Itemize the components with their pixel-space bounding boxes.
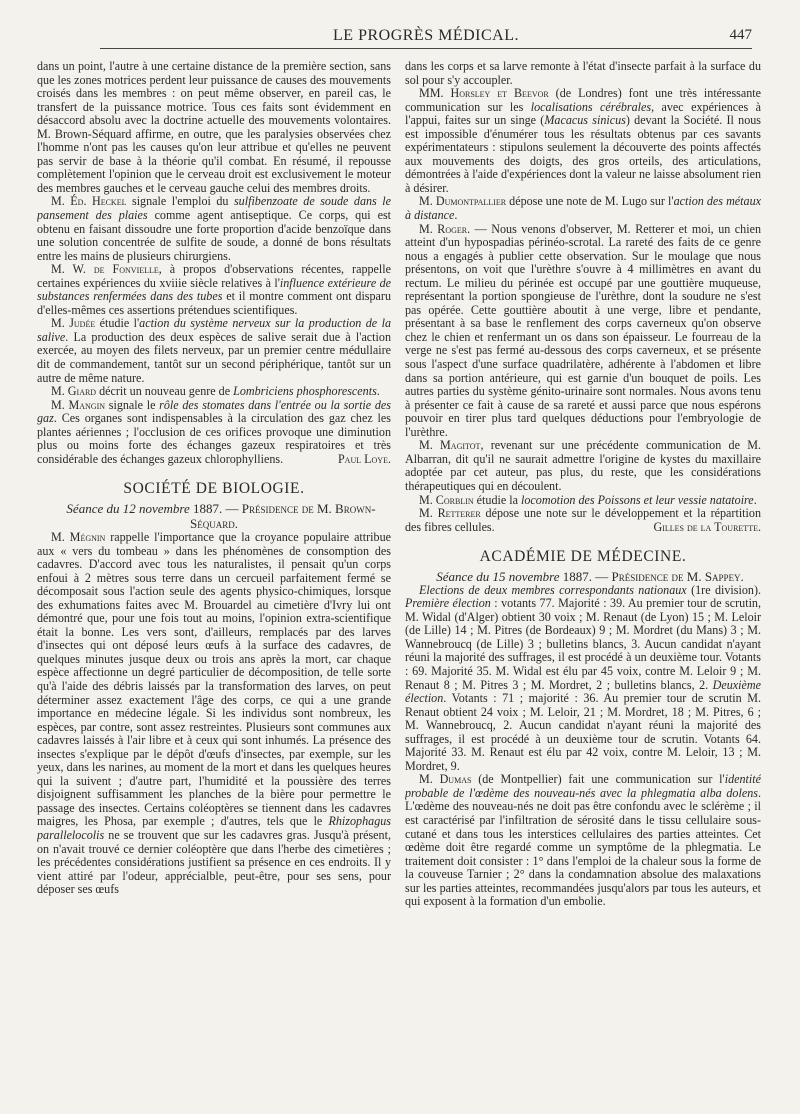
- author-name: M. Corblin: [419, 492, 474, 507]
- session-presidency: 1887. — Présidence de M. Sappey.: [559, 568, 744, 584]
- text: ne se trouvent que sur les cadavres gras. Jusqu'à présent, on n'avait trouvé ce dernier coléoptère que dans l'herbe des cimetières ; les précédentes considérations justifient sa présence en ces endroits. Il y vient attiré par l'odeur, apprécialble, peut-être, pour ses sens, pour déposer ses œufs: [37, 827, 391, 897]
- text: , revenant sur une précédente communication de M. Albarran, dit qu'il ne saurait admettre l'origine de kystes du maxillaire adoptée par cet auteur, pas plus, du reste, que les considérations thérapeutiques qui en découlent.: [405, 438, 761, 493]
- paragraph: [405, 439, 761, 493]
- italic-text: action du système nerveux sur la production de la salive: [37, 316, 391, 344]
- running-header: [100, 22, 752, 49]
- author-name: M. Dumontpallier: [419, 194, 507, 209]
- italic-text: rôle des stomates dans l'entrée ou la sortie des gaz: [37, 397, 391, 426]
- italic-text: Macacus sinicus: [544, 113, 626, 128]
- session-line: [37, 501, 391, 531]
- italic-text: influence extérieure de substances renfermées dans des tubes: [37, 275, 391, 304]
- text: . — Nous venons d'observer, M. Retterer et moi, un chien atteint d'un hypospadias périnéo-scrotal. La rareté des faits de ce genre nous a engagés à publier cette observation. Sur le moulage que nous présentons, on voit que l'urèthre s'ouvre à 4 millimètres en avant du rectum. Le milieu du périnée est occupé par une gouttière muqueuse, représentant la portion spongieuse de l'urèthre, dont la soudure ne s'est pas opérée. Cette gouttière aboutit à une verge, libre et pendante, présentant à sa base le renflement des corps caverneux qu'on observe chez le chien et renfermant un os dans son épaisseur. Le fourreau de la verge ne s'est pas fermé au-dessous des corps caverneux, et se présente sous l'aspect d'une surface quadrilatère, adhérente à l'abdomen et libre dans sa portion antérieure, qui est garnie d'un bouquet de poils. Les autres parties du système génito-urinaire sont normales. Nous avons tenu à présenter ce fait à cause de sa rareté et aussi parce que nous espérons pouvoir en tirer plus tard quelques déductions pour l'embryologie de l'urèthre.: [405, 221, 761, 439]
- text: signale le: [105, 397, 160, 412]
- text: . La production des deux espèces de salive serait due à l'action exercée, au moyen des filets nerveux, par un premier centre médullaire dit de commandement, tantôt sur un second périphérique, tantôt sur un autre de même nature.: [37, 329, 391, 385]
- text: ) devant la Société. Il nous est impossible d'énumérer tous les résultats obtenus par ces savants expérimentateurs : stipulons seulement la découverte des points affectés aux mouvements des doigts, des gros orteils, des articulations, démontrées à l'aide d'expériences dont la valeur ne laisse absolument rien à désirer.: [405, 113, 761, 195]
- italic-text: localisations cérébrales: [530, 99, 652, 114]
- paragraph: [37, 385, 391, 399]
- italic-text: locomotion des Poissons et leur vessie natatoire: [521, 492, 754, 507]
- text: étudie la: [473, 492, 522, 507]
- session-date: Séance du 12 novembre: [66, 500, 190, 516]
- italic-text: identité probable de l'œdème des nouveau-nés avec la phlegmatia alba dolens: [405, 772, 761, 800]
- signature: [324, 453, 391, 467]
- text: (de Londres) font une très intéressante communication sur les: [405, 86, 761, 114]
- text: .: [454, 208, 458, 223]
- text: : votants 77. Majorité : 39. Au premier tour de scrutin, M. Widal (d'Alger) obtient 30 voix ; M. Renaut (de Lyon) 15 ; M. Leloir (de Lille) 14 ; M. Pitres (de Bordeaux) 9 ; M. Mordret (du Mans) 3 ; M. Wannebroucq (de Lille) 3 ; bulletins blancs, 3. Aucun candidat n'ayant réuni la majorité des suffrages, il est procédé à un deuxième tour. Votants : 69. Majorité 35. M. Widal est élu par 45 voix, contre M. Leloir 9 ; M. Renaut 8 ; M. Pitres 3 ; M. Mordret, 2 ; bulletins blancs, 2.: [405, 596, 761, 692]
- paragraph: [405, 773, 761, 908]
- author-name: M. Mégnin: [51, 529, 106, 544]
- text: .: [753, 492, 757, 507]
- paragraph: [37, 317, 391, 385]
- text: rappelle l'importance que la croyance populaire attribue aux « vers du tombeau » dans les phénomènes de consomption des cadavres. D'accord avec tous les naturalistes, il pensait qu'un corps enfoui à 2 mètres sous terre dans un cercueil parfaitement fermé se décomposait sous l'action seule des agents physico-chimiques, lorsque des exhumations faites avec M. Brouardel au cimetière d'Ivry lui ont démontré que, pour une fois tout au moins, l'opinion extra-scientifique était la bonne. Les vers sont, d'ailleurs, remplacés par des larves d'insectes qui ont déposé leurs œufs à la surface des cadavres, de quelques minutes jusque deux ou trois ans après la mort, car chaque espèce affectionne un degré particulier de décomposition, de telle sorte qu'à l'aide des débris laissés par la transformation des larves, on peut déterminer assez exactement l'âge des corps, ce qui a une grande importance en médecine légale. Si les individus sont nombreux, les espèces, par contre, sont assez restreintes. Plusieurs sont communes aux cadavres laissés à l'air libre et à ceux qui sont inhumés. La présence des insectes s'explique par le dépôt d'œufs d'insectes, par exemple, sur les yeux, dans les narines, au moment de la mort et dans les quelques heures qui la suivent ; d'autre part, l'humidité et la poussière des terres disjoignent suffisamment les planches de la bière pour permettre le passage des insectes. Certains coléoptères se tiennent dans les cadavres maigres, les Phosa, par exemple ; d'autres, tels que le: [37, 529, 391, 829]
- page-number: 447: [729, 27, 752, 43]
- italic-text: Lombriciens phosphorescents: [233, 384, 377, 399]
- author-name: M. Magitot: [419, 438, 481, 453]
- author-name: M. Mangin: [51, 397, 106, 412]
- italic-text: Deuxième élection: [405, 677, 761, 706]
- text: , à propos d'observations récentes, rappelle certaines expériences du xviiie siècle relatives à l': [37, 262, 391, 290]
- right-column: [405, 60, 761, 1108]
- paragraph: [405, 507, 761, 534]
- author-name: MM. Horsley et Beevor: [419, 86, 549, 101]
- paragraph: dans les corps et sa larve remonte à l'état d'insecte parfait à la surface du sol pour s'y accoupler.: [405, 60, 761, 87]
- text: et il montre comment ont disparu d'elles-mêmes ces assertions prétendues scientifiques.: [37, 289, 391, 317]
- paragraph: dans un point, l'autre à une certaine distance de la première section, sans que les zones motrices perdent leur puissance de causes des mouvements croisés dans les membres : on peut même observer, en pareil cas, le transfert de la puissance motrice. Tous ces faits sont évidemment en désaccord absolu avec la doctrine actuelle des mouvements volontaires. M. Brown-Séquard affirme, en outre, que les paralysies observées chez l'homme n'ont pas les causes qu'on leur attribue et qu'elles ne peuvent pas servir de base à la théorie qu'il combat. En résumé, il repousse complètement l'opinion que le cerveau droit est exclusivement le moteur des membres gauches et le cerveau gauche celui des membres droits.: [37, 60, 391, 195]
- text: . Votants : 71 ; majorité : 36. Au premier tour de scrutin M. Renaut obtient 24 voix ; M. Leloir, 21 ; M. Mordret, 18 ; M. Pitres, 6 ; M. Wannebroucq, 2. Aucun candidat n'ayant réuni la majorité des suffrages, il est procédé à un deuxième tour de scrutin. Votants 64. Majorité 33. M. Renaut est élu par 42 voix, contre M. Leloir, 13 ; M. Mordret, 9.: [405, 691, 761, 773]
- author-name: M. Retterer: [419, 506, 481, 521]
- paragraph: [37, 531, 391, 897]
- italic-text: sulfibenzoate de soude dans le pansement des plaies: [37, 194, 391, 223]
- text: .: [376, 384, 380, 399]
- text: (1re division).: [686, 582, 761, 597]
- paragraph: [405, 223, 761, 440]
- author-name: M. Roger: [419, 221, 468, 236]
- italic-text: action des métaux à distance: [405, 194, 761, 223]
- author-name: M. Dumas: [419, 772, 472, 787]
- session-date: Séance du 15 novembre: [436, 568, 560, 584]
- paragraph: [37, 263, 391, 317]
- paragraph: [405, 87, 761, 195]
- italic-text: Rhizophagus parallelocolis: [37, 814, 391, 842]
- text: , avec expériences à l'appui, faites sur un singe (: [405, 99, 761, 128]
- text: dépose une note sur le développement et la répartition des fibres cellules.: [405, 506, 761, 534]
- paragraph: [405, 584, 761, 774]
- text: . L'œdème des nouveau-nés ne doit pas être confondu avec le sclérème ; il est caractérisé par l'infiltration de sérosité dans le tissu cellulaire sous-cutané et dans tous les interstices cellulaires des parties atteintes. Cet œdème doit être regardé comme un symptôme de la phlegmatia. Le traitement doit consister : 1° dans l'emploi de la chaleur sous la forme de la couveuse Tarnier ; 2° dans la condamnation absolue des malaxations sur les parties atteintes, recommandées jusqu'alors par tous les auteurs, et qui exposent à la formation d'un embolie.: [405, 785, 761, 909]
- session-line: [405, 569, 761, 584]
- paragraph: [37, 195, 391, 263]
- text: comme agent antiseptique. Ce corps, qui est obtenu en faisant dissoudre une forte proportion d'acide benzoïque dans une solution concentrée de sulfite de soude, a donné de bons résultats entre les mains de plusieurs chirurgiens.: [37, 208, 391, 263]
- text: dépose une note de M. Lugo sur l': [506, 194, 674, 209]
- text: étudie l': [95, 316, 140, 331]
- paragraph: [37, 399, 391, 467]
- author-name: M. Giard: [51, 384, 97, 399]
- author-name: M. Éd. Heckel: [51, 194, 127, 209]
- signature: Gilles de la Tourette.: [653, 519, 761, 534]
- journal-title: LE PROGRÈS MÉDICAL.: [333, 27, 519, 44]
- text: . Ces organes sont indispensables à la circulation des gaz chez les plantes aériennes ; l'occlusion de ces orifices provoque une diminution plus ou moins forte des échanges gazeux respiratoires et très considérable des échanges gazeux chlorophylliens.: [37, 411, 391, 466]
- author-name: M. W. de Fonvielle: [51, 262, 159, 277]
- section-title: SOCIÉTÉ DE BIOLOGIE.: [123, 480, 305, 498]
- text: (de Montpellier) fait une communication sur l': [471, 772, 725, 787]
- italic-text: Elections de deux membres correspondants nationaux: [419, 582, 687, 597]
- paragraph: [405, 494, 761, 508]
- author-name: M. Judée: [51, 316, 96, 331]
- text: décrit un nouveau genre de: [96, 384, 234, 399]
- paragraph: [405, 195, 761, 222]
- section-title: ACADÉMIE DE MÉDECINE.: [479, 548, 687, 566]
- italic-text: Première élection: [405, 596, 491, 611]
- left-column: [37, 60, 391, 1108]
- session-presidency: 1887. — Présidence de M. Brown-Séquard.: [189, 500, 376, 531]
- text: signale l'emploi du: [126, 194, 234, 209]
- signature-text: Paul Loye.: [337, 451, 391, 466]
